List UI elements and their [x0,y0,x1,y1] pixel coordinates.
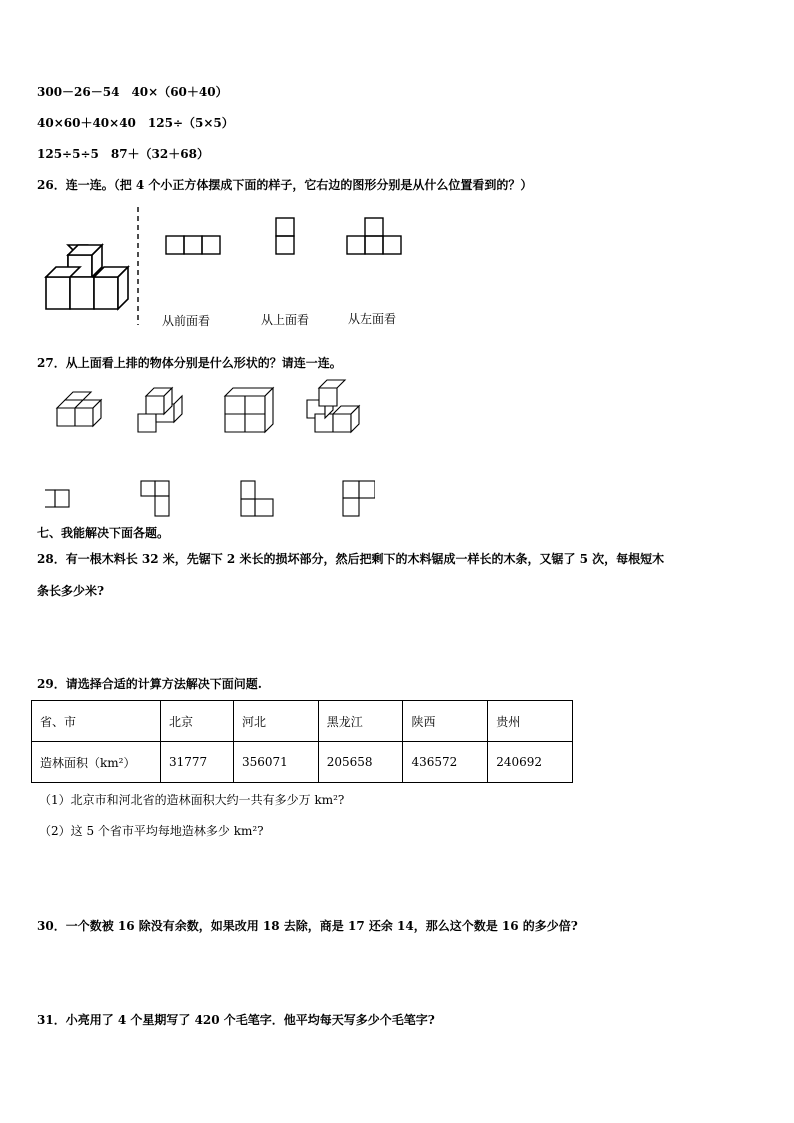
q27-figure [45,378,375,518]
table-row-label: 造林面积（km²） [32,742,161,783]
q29-sub1: （1）北京市和河北省的造林面积大约一共有多少万 km²? [39,793,345,807]
q30-text: 30．一个数被 16 除没有余数，如果改用 18 去除，商是 17 还余 14，那么这个数是 16 的多少倍? [37,919,578,933]
q27-text: 27．从上面看上排的物体分别是什么形状的？请连一连。 [37,356,342,370]
table-cell: 205658 [318,742,403,783]
calc-row-2: 40×60＋40×40 125÷（5×5） [37,116,234,130]
afforestation-table [31,700,573,783]
cube-stack-figure [46,245,128,309]
calc-row-3: 125÷5÷5 87＋（32＋68） [37,147,209,161]
table-cell: 436572 [403,742,488,783]
table-header-cell: 陕西 [403,701,488,742]
section-7-heading: 七、我能解决下面各题。 [37,526,170,540]
table-cell: 356071 [233,742,318,783]
table-header-cell: 省、市 [32,701,161,742]
table-header-cell: 黑龙江 [318,701,403,742]
table-header-row [32,701,573,742]
q29-text: 29．请选择合适的计算方法解决下面问题. [37,677,262,691]
label-front-view: 从前面看 [162,314,211,328]
q28-line2: 条长多少米? [37,584,105,598]
table-header-cell: 河北 [233,701,318,742]
label-left-view: 从左面看 [348,312,397,326]
table-row [32,742,573,783]
table-header-cell: 北京 [161,701,234,742]
q28-line1: 28．有一根木料长 32 米，先锯下 2 米长的损坏部分，然后把剩下的木料锯成一样长的木条，又锯了 5 次，每根短木 [37,552,665,566]
q26-text: 26．连一连。（把 4 个小正方体摆成下面的样子，它右边的图形分别是从什么位置看到的？） [37,178,533,192]
table-cell: 31777 [161,742,234,783]
calc-row-1: 300－26－54 40×（60＋40） [37,85,228,99]
label-top-view: 从上面看 [261,313,310,327]
table-header-cell: 贵州 [488,701,573,742]
table-cell: 240692 [488,742,573,783]
q31-text: 31．小亮用了 4 个星期写了 420 个毛笔字．他平均每天写多少个毛笔字? [37,1013,435,1027]
q29-sub2: （2）这 5 个省市平均每地造林多少 km²? [39,824,264,838]
